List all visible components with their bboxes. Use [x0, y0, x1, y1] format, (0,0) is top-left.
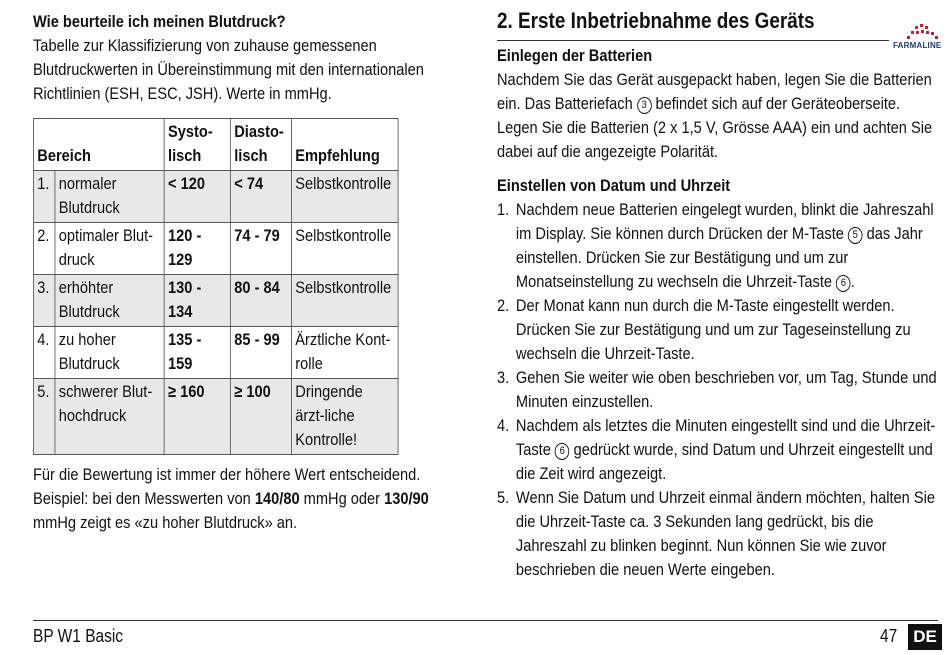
step-number: 2. [497, 296, 510, 315]
ref-circle: 3 [637, 97, 652, 114]
row-systolic: 130 - 134 [164, 275, 230, 327]
row-diastolic: < 74 [230, 171, 291, 223]
logo-text: FARMALINE [893, 41, 942, 50]
batteries-text [497, 68, 941, 164]
note-value-2: 130/90 [384, 489, 429, 508]
table-row [33, 171, 398, 223]
bp-intro: Tabelle zur Klassifizierung von zuhause gemessenen Blutdruckwerten in Übereinstimmung mit den internationalen Richtlinien (ESH, ESC, JSH). Werte in mmHg. [33, 36, 424, 103]
page-number-text: 47 [880, 626, 898, 646]
table-row [33, 327, 398, 379]
row-diastolic: ≥ 100 [230, 379, 291, 455]
list-item [497, 414, 941, 486]
language-badge: DE [908, 624, 942, 650]
datetime-heading: Einstellen von Datum und Uhrzeit [497, 176, 731, 195]
step-number: 5. [497, 488, 510, 507]
row-number: 1. [33, 171, 55, 223]
step-text: gedrückt wurde, sind Datum und Uhrzeit eingestellt und die Zeit wird angezeigt. [515, 440, 933, 483]
list-item [497, 294, 941, 366]
footer-product [33, 626, 138, 647]
bp-note [33, 463, 472, 535]
row-number: 3. [33, 275, 55, 327]
step-text: . [850, 272, 855, 291]
note-text: Für die Bewertung ist immer der höhere Wert entscheidend. Beispiel: bei den Messwerten von [33, 465, 421, 508]
row-recommendation: Ärztliche Kont-rolle [291, 327, 398, 379]
step-text: das Jahr einstellen. Drücken Sie zur Bestätigung und um zur Monatseinstellung zu wechseln die Uhrzeit-Taste [515, 224, 923, 291]
table-row [33, 223, 398, 275]
table-header-row [33, 119, 398, 171]
datetime-steps [497, 198, 941, 582]
note-text: mmHg zeigt es «zu hoher Blutdruck» an. [33, 513, 298, 532]
step-text: Wenn Sie Datum und Uhrzeit einmal ändern möchten, halten Sie die Uhrzeit-Taste ca. 3 Sekunden lang gedrückt, bis die Jahreszahl zu blinken beginnt. Nun können Sie wie zuvor beschrieben die neuen Werte eingeben. [515, 488, 935, 579]
step-number: 1. [497, 200, 510, 219]
row-range: optimaler Blut-druck [55, 223, 164, 275]
ref-circle: 6 [555, 443, 570, 460]
step-text: Nachdem als letztes die Minuten eingestellt sind und die Uhrzeit-Taste [515, 416, 936, 459]
bp-heading: Wie beurteile ich meinen Blutdruck? [33, 12, 286, 31]
list-item [497, 198, 941, 294]
row-diastolic: 74 - 79 [230, 223, 291, 275]
row-diastolic: 80 - 84 [230, 275, 291, 327]
row-recommendation: Selbstkontrolle [291, 171, 398, 223]
bp-classification-table [33, 118, 399, 455]
row-diastolic: 85 - 99 [230, 327, 291, 379]
batteries-text-b: befindet sich auf der Geräteoberseite. Legen Sie die Batterien (2 x 1,5 V, Grösse AAA) ein und achten Sie dabei auf die angezeigte Polarität. [497, 94, 933, 161]
right-column [497, 6, 942, 582]
page-number [880, 626, 900, 647]
step-number: 4. [497, 416, 510, 435]
row-recommendation: Selbstkontrolle [291, 275, 398, 327]
ref-circle: 6 [836, 275, 851, 292]
row-systolic: ≥ 160 [164, 379, 230, 455]
step-text: Der Monat kann nun durch die M-Taste eingestellt werden. Drücken Sie zur Bestätigung und um zur Tageseinstellung zu wechseln die Uhrzeit-Taste. [515, 296, 911, 363]
header-systolic: Systo-lisch [164, 119, 230, 171]
step-text: Gehen Sie weiter wie oben beschrieben vor, um Tag, Stunde und Minuten einzustellen. [515, 368, 937, 411]
row-systolic: 135 - 159 [164, 327, 230, 379]
row-range: zu hoher Blutdruck [55, 327, 164, 379]
product-name: BP W1 Basic [33, 626, 124, 646]
header-recommendation: Empfehlung [291, 119, 398, 171]
row-recommendation: Dringende ärzt-liche Kontrolle! [291, 379, 398, 455]
step-number: 3. [497, 368, 510, 387]
ref-circle: 5 [848, 227, 863, 244]
note-value-1: 140/80 [254, 489, 300, 508]
row-number: 5. [33, 379, 55, 455]
row-systolic: < 120 [164, 171, 230, 223]
table-row [33, 275, 398, 327]
footer-rule [33, 620, 938, 621]
row-number: 2. [33, 223, 55, 275]
row-recommendation: Selbstkontrolle [291, 223, 398, 275]
row-range: erhöhter Blutdruck [55, 275, 164, 327]
left-column [33, 10, 473, 535]
table-row [33, 379, 398, 455]
row-number: 4. [33, 327, 55, 379]
batteries-heading: Einlegen der Batterien [497, 46, 653, 65]
row-range: normaler Blutdruck [55, 171, 164, 223]
list-item [497, 366, 941, 414]
row-range: schwerer Blut-hochdruck [55, 379, 164, 455]
header-rule [497, 40, 889, 41]
header-range: Bereich [33, 119, 164, 171]
section-title: 2. Erste Inbetriebnahme des Geräts [497, 8, 815, 33]
header-diastolic: Diasto-lisch [230, 119, 291, 171]
step-text: Nachdem neue Batterien eingelegt wurden, blinkt die Jahreszahl im Display. Sie können durch Drücken der M-Taste [515, 200, 934, 243]
row-systolic: 120 - 129 [164, 223, 230, 275]
list-item [497, 486, 941, 582]
batteries-text-a: Nachdem Sie das Gerät ausgepackt haben, legen Sie die Batterien ein. Das Batteriefach [497, 70, 932, 113]
note-text: mmHg oder [299, 489, 385, 508]
